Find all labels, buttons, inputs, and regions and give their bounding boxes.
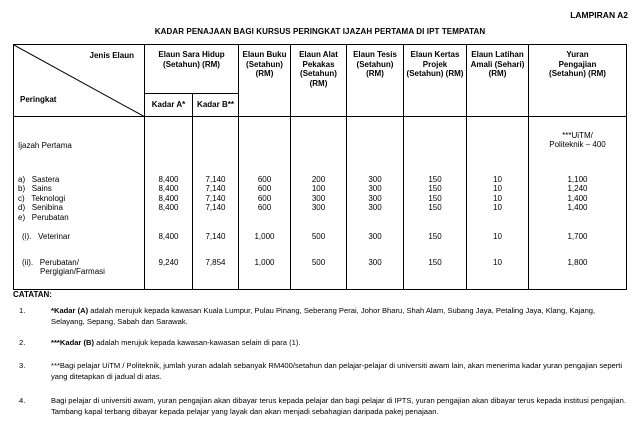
group-label: a) Sastera xyxy=(18,174,60,184)
group-label: b) Sains xyxy=(18,184,52,193)
kertas-cell: 150 xyxy=(428,193,442,203)
vet-latihan: 10 xyxy=(467,225,529,250)
med-kertas: 150 xyxy=(404,250,467,290)
yuran-cell: 1,240 xyxy=(567,184,588,193)
note-number: 2. xyxy=(19,338,26,347)
veterinar-label: (i). Veterinar xyxy=(14,225,145,250)
kadar-b-header: Kadar B** xyxy=(193,94,239,117)
group-label: c) Teknologi xyxy=(18,193,66,203)
tesis-cell: 300 xyxy=(368,174,382,184)
vet-buku: 1,000 xyxy=(239,225,291,250)
kadar-a-cell: 8,400 xyxy=(158,174,179,184)
latihan-header: Elaun Latihan Amali (Sehari) (RM) xyxy=(467,45,529,117)
vet-alat: 500 xyxy=(291,225,347,250)
vet-kadar-a: 8,400 xyxy=(145,225,193,250)
corner-header xyxy=(14,45,145,117)
yuran-cell: 1,400 xyxy=(567,203,588,212)
med-latihan: 10 xyxy=(467,250,529,290)
latihan-cell: 10 xyxy=(493,203,502,212)
alat-cell: 200 xyxy=(311,174,326,184)
note-text: adalah merujuk kepada kawasan Kuala Lumpur, Pulau Pinang, Seberang Perai, Johor Bharu, Shah Alam, Subang Jaya, Petaling Jaya, Klang, Kajang, Selayang, Sepang, Sabah dan Sarawak. xyxy=(51,306,596,326)
jenis-elaun-label: Jenis Elaun xyxy=(89,51,134,60)
med-kadar-a: 9,240 xyxy=(145,250,193,290)
buku-cell: 600 xyxy=(257,184,272,193)
kertas-header: Elaun Kertas Projek (Setahun) (RM) xyxy=(404,45,467,117)
kadar-b-cell: 7,140 xyxy=(205,203,226,212)
med-yuran: 1,800 xyxy=(529,250,627,290)
buku-cell: 600 xyxy=(257,174,272,184)
med-alat: 500 xyxy=(291,250,347,290)
vet-kertas: 150 xyxy=(404,225,467,250)
tesis-cell: 300 xyxy=(368,203,382,212)
note-text: adalah merujuk kepada kawasan-kawasan selain di para (1). xyxy=(94,338,301,347)
allowance-table xyxy=(13,44,627,290)
note-bold: *Kadar (A) xyxy=(51,306,89,315)
kertas-cell: 150 xyxy=(428,184,442,193)
kadar-a-header: Kadar A* xyxy=(145,94,193,117)
note-number: 3. xyxy=(19,361,26,370)
group-label: e) Perubatan xyxy=(18,212,69,222)
note-text: ***Bagi pelajar UiTM / Politeknik, jumlah yuran adalah sebanyak RM400/setahun dan pelajar-pelajar di universiti awam lain, akan menerima kadar yuran pengajian seperti yang ditetapkan di jadual di atas. xyxy=(51,361,623,381)
alat-cell: 300 xyxy=(311,193,326,203)
vet-yuran: 1,700 xyxy=(529,225,627,250)
perubatan-label: (ii). Perubatan/ xyxy=(22,257,79,267)
appendix-label: LAMPIRAN A2 xyxy=(570,10,628,20)
group-label: d) Senibina xyxy=(18,203,63,212)
yuran-cell: 1,100 xyxy=(567,174,588,184)
kadar-b-cell: 7,140 xyxy=(205,193,226,203)
ijazah-label: Ijazah Pertama xyxy=(14,131,145,175)
yuran-cell: 1,400 xyxy=(567,193,588,203)
document-title: KADAR PENAJAAN BAGI KURSUS PERINGKAT IJAZAH PERTAMA DI IPT TEMPATAN xyxy=(154,27,486,36)
sara-hidup-header: Elaun Sara Hidup (Setahun) (RM) xyxy=(145,45,239,94)
latihan-cell: 10 xyxy=(493,193,502,203)
tesis-cell: 300 xyxy=(368,193,382,203)
latihan-cell: 10 xyxy=(493,184,502,193)
buku-header: Elaun Buku (Setahun) (RM) xyxy=(239,45,291,117)
tesis-header: Elaun Tesis (Setahun) (RM) xyxy=(347,45,404,117)
med-kadar-b: 7,854 xyxy=(193,250,239,290)
latihan-cell: 10 xyxy=(493,174,502,184)
buku-cell: 600 xyxy=(257,203,272,212)
kadar-b-cell: 7,140 xyxy=(205,174,226,184)
alat-header: Elaun Alat Pekakas (Setahun) (RM) xyxy=(291,45,347,117)
kadar-a-cell: 8,400 xyxy=(158,184,179,193)
pergigian-label: Pergigian/Farmasi xyxy=(40,267,105,276)
yuran-note: ***UiTM/ Politeknik – 400 xyxy=(529,131,627,175)
kadar-a-cell: 8,400 xyxy=(158,203,179,212)
yuran-header: Yuran Pengajian (Setahun) (RM) xyxy=(529,45,627,117)
catatan-heading: CATATAN: xyxy=(13,290,52,299)
tesis-cell: 300 xyxy=(368,184,382,193)
kadar-a-cell: 8,400 xyxy=(158,193,179,203)
vet-kadar-b: 7,140 xyxy=(193,225,239,250)
note-number: 1. xyxy=(19,306,26,315)
kadar-b-cell: 7,140 xyxy=(205,184,226,193)
kertas-cell: 150 xyxy=(428,174,442,184)
note-bold: ***Kadar (B) xyxy=(51,338,95,347)
buku-cell: 600 xyxy=(257,193,272,203)
vet-tesis: 300 xyxy=(347,225,404,250)
med-tesis: 300 xyxy=(347,250,404,290)
peringkat-label: Peringkat xyxy=(20,95,57,104)
note-text: Bagi pelajar di universiti awam, yuran pengajian akan dibayar terus kepada pelajar dan bagi pelajar di IPTS, yuran pengajian akan dibayar terus kepada institusi pengajian. Tambang kapal terbang dibayar kepada pelajar yang layak dan akan menjadi sebahagian daripada pakej penajaan. xyxy=(51,396,626,416)
alat-cell: 300 xyxy=(311,203,326,212)
alat-cell: 100 xyxy=(311,184,326,193)
note-number: 4. xyxy=(19,396,26,405)
med-buku: 1,000 xyxy=(239,250,291,290)
kertas-cell: 150 xyxy=(428,203,442,212)
